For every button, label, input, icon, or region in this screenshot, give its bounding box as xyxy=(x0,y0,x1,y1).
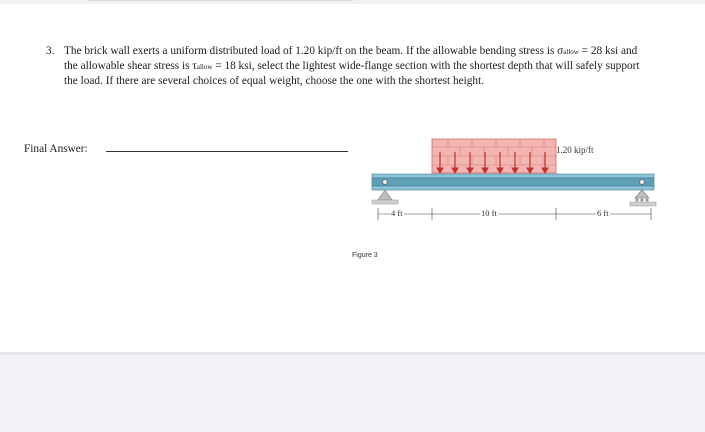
dim-right: 6 ft xyxy=(597,208,609,218)
problem-text: The brick wall exerts a uniform distributed load of 1.20 kip/ft on the beam. If the allowable bending stress is σallow = 28 ksi and the allowable shear stress is τallow = 18 ksi, select the lightest wide-flange section with the shortest depth that will safely support the load. If there are several choices of equal weight, choose the one with the shortest height. xyxy=(64,45,640,88)
dimension-lines xyxy=(378,208,651,220)
brick-wall xyxy=(432,139,556,173)
figure-caption: Figure 3 xyxy=(352,252,378,259)
problem-number: 3. xyxy=(46,45,55,57)
final-answer-label: Final Answer: xyxy=(24,143,88,155)
load-label: 1.20 kip/ft xyxy=(556,145,594,155)
dim-left: 4 ft xyxy=(391,208,403,218)
dim-middle: 10 ft xyxy=(481,208,497,218)
section-divider xyxy=(0,352,705,355)
beam xyxy=(372,174,654,190)
